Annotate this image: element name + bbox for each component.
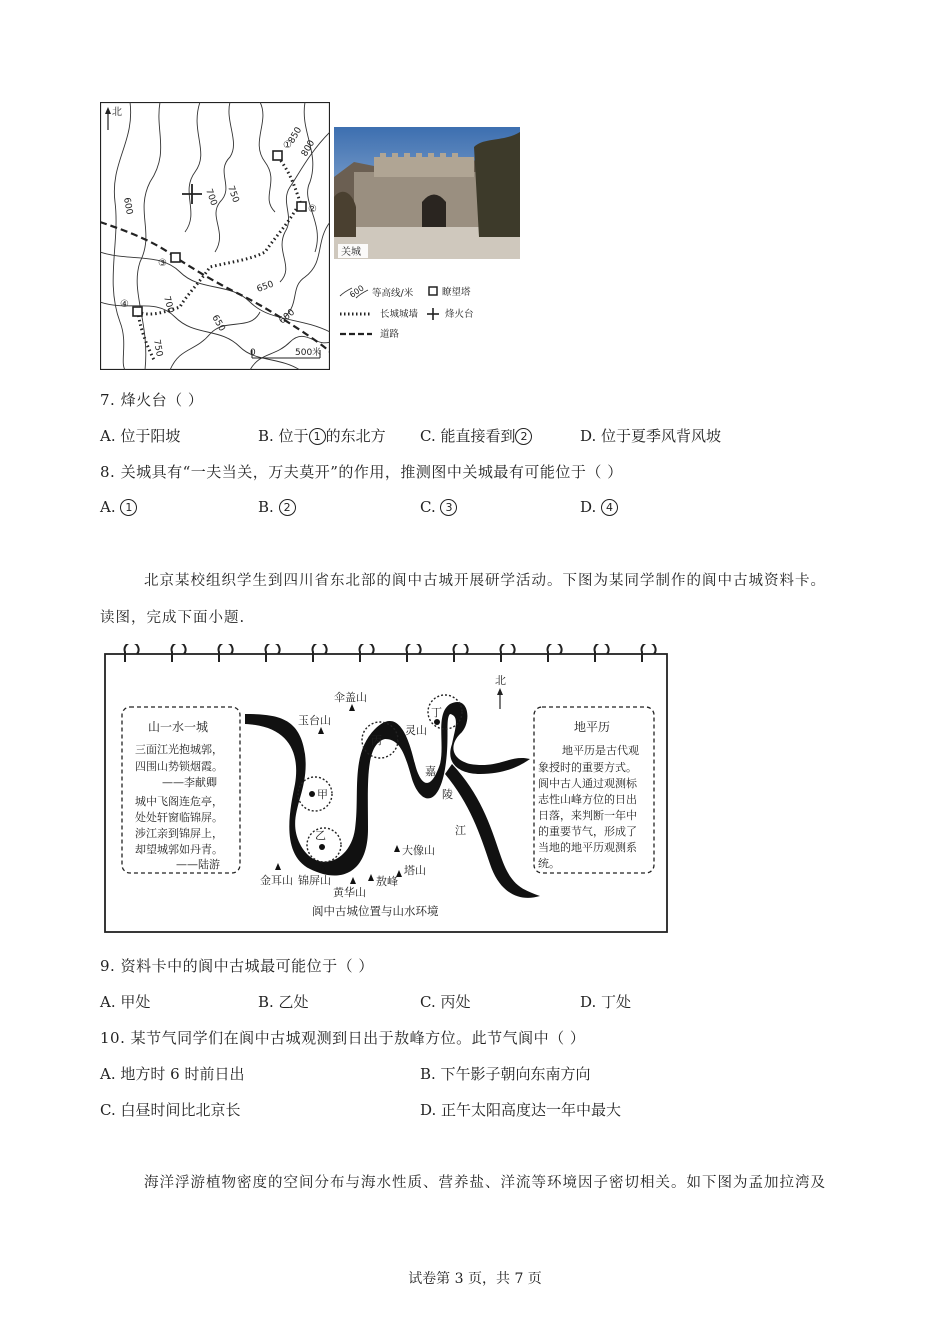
svg-text:阆中古城位置与山水环境: 阆中古城位置与山水环境 [312,904,439,918]
svg-text:陵: 陵 [442,788,453,801]
svg-text:等高线/米: 等高线/米 [372,288,414,299]
svg-text:烽火台: 烽火台 [445,309,474,320]
svg-text:阆中古人通过观测标: 阆中古人通过观测标 [538,777,637,790]
svg-text:600: 600 [277,307,298,327]
svg-text:850: 850 [286,125,305,146]
north-label: 北 [112,107,122,118]
svg-text:道路: 道路 [380,329,400,340]
svg-text:②: ② [308,204,317,215]
q8-option-d[interactable]: D. 4 [580,498,618,516]
intro-paragraph-line1: 北京某校组织学生到四川省东北部的阆中古城开展研学活动。下图为某同学制作的阆中古城资料卡。 [144,573,826,589]
watchtower-1 [273,151,282,160]
svg-text:却望城郭如丹青。: 却望城郭如丹青。 [135,843,223,856]
svg-text:600: 600 [121,196,134,216]
intro-paragraph-3: 海洋浮游植物密度的空间分布与海水性质、营养盐、洋流等环境因子密切相关。如下图为孟加拉湾及 [144,1175,826,1191]
svg-text:的重要节气，形成了: 的重要节气，形成了 [538,825,637,838]
svg-text:象授时的重要方式。: 象授时的重要方式。 [538,761,637,774]
q8-stem: 8. 关城具有“一夫当关，万夫莫开”的作用，推测图中关城最有可能位于（ ） [100,463,623,481]
q10-option-d[interactable]: D. 正午太阳高度达一年中最大 [420,1101,622,1119]
topographic-map [100,102,330,370]
q10-option-a[interactable]: A. 地方时 6 时前日出 [100,1065,245,1083]
svg-text:甲: 甲 [317,788,328,801]
photo-caption: 关城 [341,247,361,258]
svg-text:瞭望塔: 瞭望塔 [442,287,471,298]
svg-text:0: 0 [250,348,256,358]
svg-text:750: 750 [151,338,164,358]
svg-text:伞盖山: 伞盖山 [334,691,367,704]
q9-option-a[interactable]: A. 甲处 [100,993,151,1011]
svg-text:600: 600 [347,283,366,300]
q10-option-b[interactable]: B. 下午影子朝向东南方向 [420,1065,591,1083]
svg-text:山一水一城: 山一水一城 [148,720,209,734]
svg-text:地平历是古代观: 地平历是古代观 [562,744,639,757]
intro-paragraph-line2: 读图，完成下面小题. [100,610,246,626]
svg-text:统。: 统。 [538,857,560,870]
watchtower-4 [133,307,142,316]
svg-text:处处轩窗临锦屏。: 处处轩窗临锦屏。 [135,811,223,824]
q7-option-a[interactable]: A. 位于阳坡 [100,427,181,445]
svg-text:③: ③ [158,258,167,269]
watchtower-3 [171,253,180,262]
map-legend [338,282,508,342]
page-footer: 试卷第 3 页，共 7 页 [408,1271,542,1287]
svg-text:丙: 丙 [371,734,382,747]
q9-option-b[interactable]: B. 乙处 [258,993,309,1011]
svg-text:800: 800 [299,138,318,159]
q8-option-a[interactable]: A. 1 [100,498,137,516]
svg-text:敖峰: 敖峰 [376,875,398,888]
svg-text:700: 700 [203,187,219,208]
svg-text:涉江亲到锦屏上，: 涉江亲到锦屏上， [135,827,223,840]
svg-text:塔山: 塔山 [404,864,426,877]
svg-text:当地的地平历观测系: 当地的地平历观测系 [538,841,637,854]
svg-text:四围山势锁烟霞。: 四围山势锁烟霞。 [135,760,223,773]
svg-text:大像山: 大像山 [402,844,435,857]
svg-text:北: 北 [495,674,506,687]
svg-text:三面江光抱城郭，: 三面江光抱城郭， [135,743,223,756]
svg-text:黄华山: 黄华山 [333,886,366,899]
svg-text:650: 650 [209,313,227,334]
svg-text:志性山峰方位的日出: 志性山峰方位的日出 [538,793,637,806]
q9-stem: 9. 资料卡中的阆中古城最可能位于（ ） [100,957,374,975]
watchtower-2 [297,202,306,211]
svg-text:长城城墙: 长城城墙 [380,309,419,320]
svg-text:丁: 丁 [431,706,442,719]
svg-text:锦屏山: 锦屏山 [298,874,331,887]
svg-text:玉台山: 玉台山 [298,714,331,727]
svg-text:——李献卿: ——李献卿 [162,776,217,789]
svg-text:650: 650 [255,279,276,295]
svg-text:——陆游: ——陆游 [176,858,220,871]
svg-text:①: ① [283,140,292,151]
svg-text:城中飞阁连危亭，: 城中飞阁连危亭， [135,795,223,808]
svg-text:地平历: 地平历 [574,720,611,734]
svg-text:750: 750 [225,184,241,205]
q7-option-b[interactable]: B. 位于 1 的东北方 [258,427,386,445]
svg-text:嘉: 嘉 [425,765,436,778]
svg-text:日落，来判断一年中: 日落，来判断一年中 [538,809,637,822]
q9-option-d[interactable]: D. 丁处 [580,993,632,1011]
q7-option-d[interactable]: D. 位于夏季风背风坡 [580,427,722,445]
q7-option-c[interactable]: C. 能直接看到 2 [420,425,532,446]
svg-text:灵山: 灵山 [405,724,427,737]
langzhong-resource-card [100,644,670,936]
q7-stem: 7. 烽火台（ ） [100,391,204,409]
q10-stem: 10. 某节气同学们在阆中古城观测到日出于敖峰方位。此节气阆中（ ） [100,1029,586,1047]
svg-text:金耳山: 金耳山 [260,874,293,887]
q8-option-c[interactable]: C. 3 [420,498,457,516]
svg-text:500米: 500米 [295,348,322,358]
q8-option-b[interactable]: B. 2 [258,498,296,516]
q9-option-c[interactable]: C. 丙处 [420,993,471,1011]
svg-text:乙: 乙 [315,829,326,842]
svg-text:江: 江 [455,824,466,837]
q10-option-c[interactable]: C. 白昼时间比北京长 [100,1101,241,1119]
pass-gate-photo [334,127,520,259]
svg-text:700: 700 [161,295,176,315]
svg-text:④: ④ [120,299,129,310]
